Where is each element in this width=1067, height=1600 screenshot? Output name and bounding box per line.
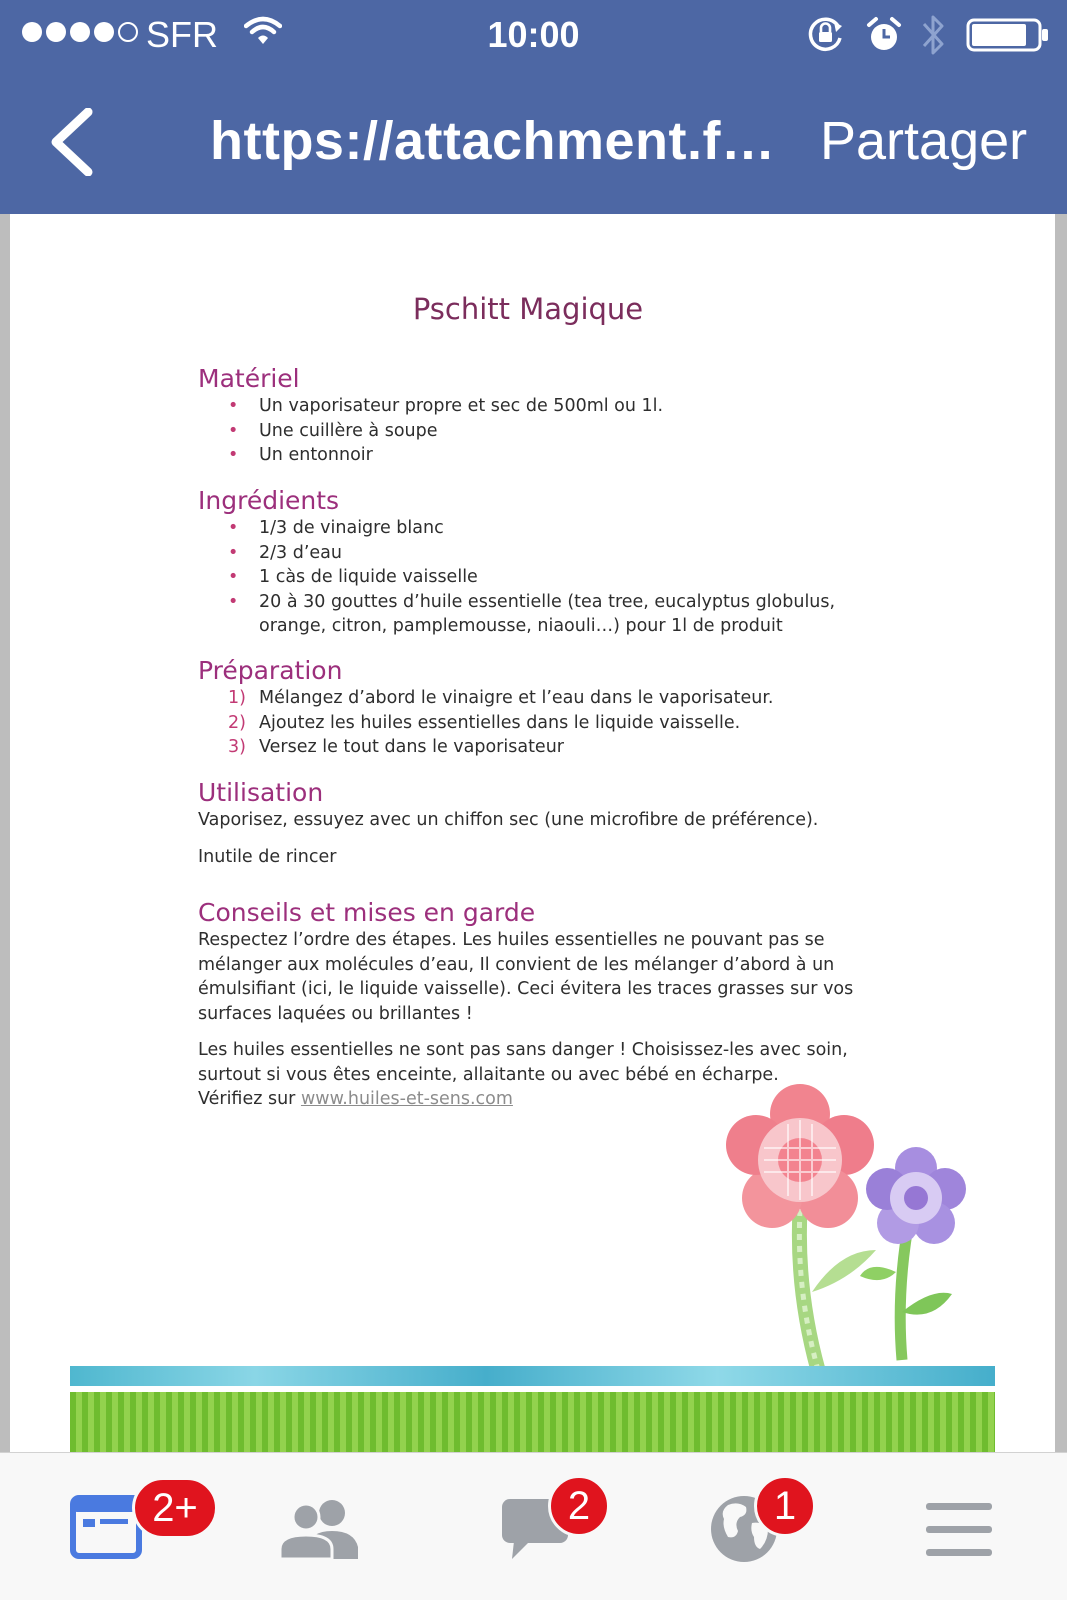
section-heading: Matériel xyxy=(198,364,300,393)
preparation-steps xyxy=(198,686,898,760)
section-materiel xyxy=(198,364,898,468)
water-band xyxy=(70,1366,995,1386)
tab-notifications[interactable] xyxy=(706,1453,846,1600)
rotation-lock-icon xyxy=(806,14,846,54)
hamburger-menu-icon xyxy=(926,1503,992,1557)
grass-band xyxy=(70,1392,995,1452)
notification-badge: 2+ xyxy=(132,1477,218,1539)
notification-badge: 1 xyxy=(754,1475,816,1537)
app-header xyxy=(0,0,1067,214)
document-viewer[interactable] xyxy=(0,214,1067,1452)
list-item: • Un vaporisateur propre et sec de 500ml ou 1l. xyxy=(228,396,664,416)
section-preparation xyxy=(198,656,898,760)
paragraph: Les huiles essentielles ne sont pas sans danger ! Choisissez-les avec soin, surtout si vous êtes enceinte, allaitante ou avec bébé en écharpe. Vérifiez sur www.huiles-et-sens.com xyxy=(198,1040,848,1109)
document-page xyxy=(10,214,1055,1452)
alarm-icon xyxy=(866,16,902,54)
list-item: 3) Versez le tout dans le vaporisateur xyxy=(228,737,564,757)
decorative-border xyxy=(70,1366,995,1452)
tab-messages[interactable] xyxy=(490,1453,630,1600)
battery-icon xyxy=(966,18,1050,52)
list-item: 2) Ajoutez les huiles essentielles dans le liquide vaisselle. xyxy=(228,712,741,733)
carrier-name: SFR xyxy=(146,14,218,55)
list-item: • 2/3 d’eau xyxy=(228,542,342,563)
share-button[interactable]: Partager xyxy=(820,111,1028,171)
paragraph: Vaporisez, essuyez avec un chiffon sec (une microfibre de préférence). xyxy=(198,810,819,830)
section-ingredients xyxy=(198,486,898,639)
flowers-illustration xyxy=(700,1080,1000,1380)
section-heading: Conseils et mises en garde xyxy=(198,898,536,927)
section-heading: Ingrédients xyxy=(198,486,340,515)
ingredients-list xyxy=(198,516,898,639)
status-bar xyxy=(0,0,1067,72)
bluetooth-icon xyxy=(920,12,948,58)
notification-badge: 2 xyxy=(548,1475,610,1537)
tab-more-menu[interactable] xyxy=(916,1453,996,1600)
section-heading: Utilisation xyxy=(198,778,324,807)
paragraph: Inutile de rincer xyxy=(198,846,337,867)
website-link[interactable]: www.huiles-et-sens.com xyxy=(300,1089,513,1109)
list-item: • Un entonnoir xyxy=(228,445,373,465)
status-time: 10:00 xyxy=(487,14,580,55)
materiel-list xyxy=(198,394,898,468)
document-title: Pschitt Magique xyxy=(412,292,644,326)
paragraph: Respectez l’ordre des étapes. Les huiles essentielles ne pouvant pas se mélanger aux molécules d’eau, Il convient de les mélanger d’abord à un émulsifiant (ici, le liquide vaisselle). Ceci évitera les traces grasses sur vos surfaces laquées ou brillantes ! xyxy=(198,930,854,1024)
list-item: • 1 càs de liquide vaisselle xyxy=(228,567,478,587)
section-utilisation xyxy=(198,778,898,869)
friends-icon xyxy=(278,1497,362,1559)
chevron-left-icon[interactable] xyxy=(48,108,96,176)
tab-friends[interactable] xyxy=(270,1453,370,1600)
list-item: • 20 à 30 gouttes d’huile essentielle (tea tree, eucalyptus globulus, orange, citron, pamplemousse, niaouli…) pour 1l de produit xyxy=(228,591,836,636)
tab-news-feed[interactable] xyxy=(60,1453,230,1600)
bottom-tab-bar xyxy=(0,1452,1067,1600)
list-item: • 1/3 de vinaigre blanc xyxy=(228,518,444,538)
list-item: 1) Mélangez d’abord le vinaigre et l’eau dans le vaporisateur. xyxy=(228,688,774,708)
page-title: https://attachment.f… xyxy=(210,111,776,171)
section-heading: Préparation xyxy=(198,656,343,685)
list-item: • Une cuillère à soupe xyxy=(228,420,438,441)
navigation-bar xyxy=(0,80,1067,214)
